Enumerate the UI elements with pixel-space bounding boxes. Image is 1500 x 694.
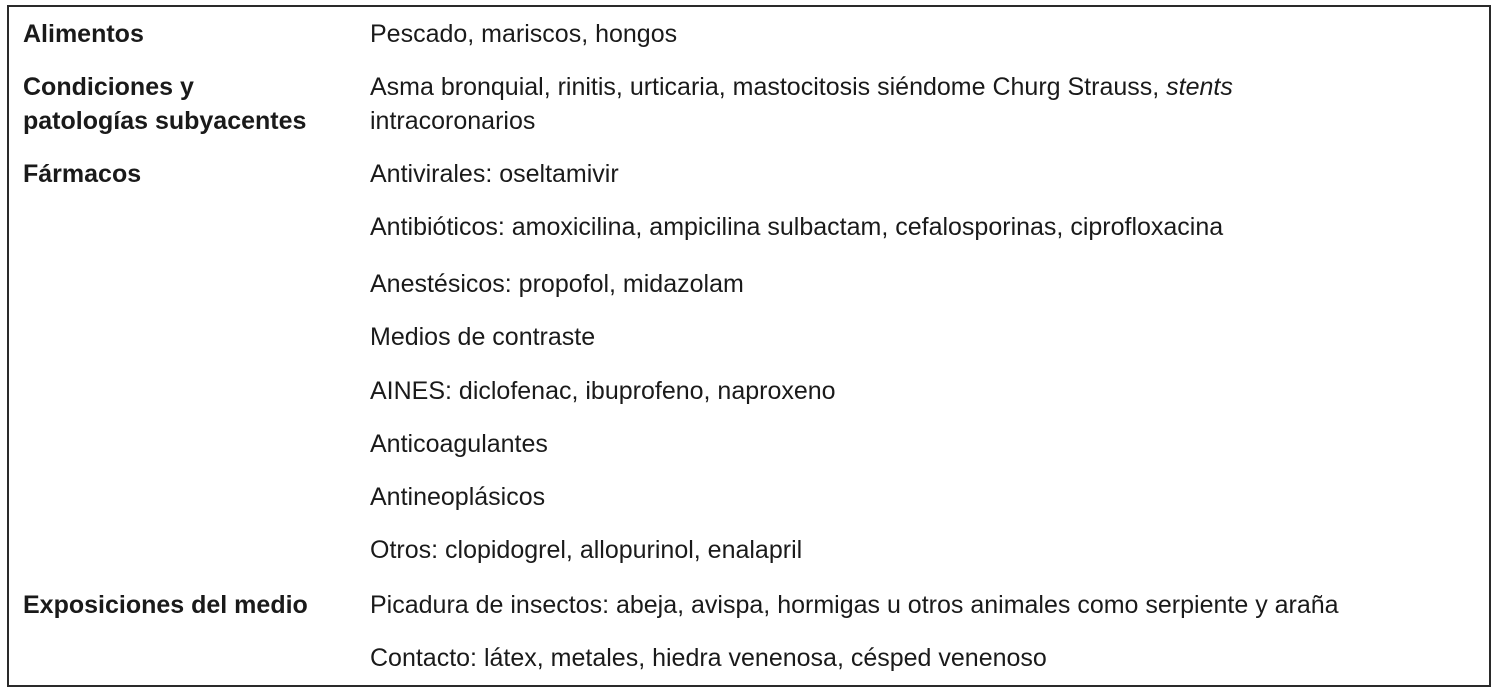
row-label-alimentos: Alimentos xyxy=(23,20,144,48)
farmacos-item: Antineoplásicos xyxy=(370,483,546,511)
row-value-condiciones-line1 xyxy=(370,71,1233,104)
row-label-farmacos: Fármacos xyxy=(23,160,142,188)
exposiciones-item: Contacto: látex, metales, hiedra venenosa, césped venenoso xyxy=(370,644,1047,672)
row-label-exposiciones: Exposiciones del medio xyxy=(23,591,308,619)
condiciones-italic: stents xyxy=(1166,73,1233,101)
farmacos-item: Anticoagulantes xyxy=(370,430,548,458)
exposiciones-item: Picadura de insectos: abeja, avispa, hormigas u otros animales como serpiente y araña xyxy=(370,591,1339,619)
row-value-alimentos: Pescado, mariscos, hongos xyxy=(370,20,678,48)
farmacos-item: Otros: clopidogrel, allopurinol, enalapril xyxy=(370,536,803,564)
causes-table xyxy=(7,5,1491,687)
farmacos-item: AINES: diclofenac, ibuprofeno, naproxeno xyxy=(370,377,836,405)
farmacos-item: Anestésicos: propofol, midazolam xyxy=(370,270,744,298)
farmacos-item: Antibióticos: amoxicilina, ampicilina sulbactam, cefalosporinas, ciprofloxacina xyxy=(370,213,1224,241)
farmacos-item: Medios de contraste xyxy=(370,323,596,351)
row-value-condiciones-line2: intracoronarios xyxy=(370,107,536,135)
row-label-condiciones-line1: Condiciones y xyxy=(23,73,194,101)
condiciones-text: Asma bronquial, rinitis, urticaria, mastocitosis siéndome Churg Strauss, xyxy=(370,73,1160,101)
row-label-condiciones-line2: patologías subyacentes xyxy=(23,107,307,135)
farmacos-item: Antivirales: oseltamivir xyxy=(370,160,619,188)
